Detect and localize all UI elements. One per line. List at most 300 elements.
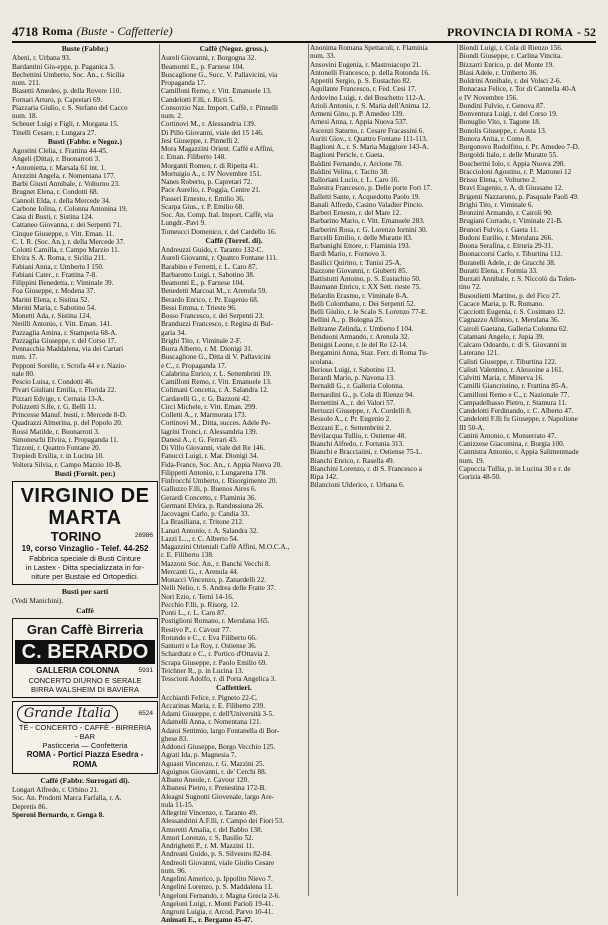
list-item: Nerilli Antonio, r. Vitt. Eman. 141.: [12, 320, 113, 329]
list-item: Trepiedi Ersilia, r. in Lucina 10.: [12, 452, 104, 461]
list-item: Calvitti Maria, r. Minerva 16.: [459, 374, 544, 382]
ad-text-line: Pasticceria — Confetteria: [42, 740, 128, 750]
list-item: ghese 83.: [161, 734, 189, 743]
header-section: Roma: [42, 24, 73, 38]
list-item: Quadrazzi Almerina, p. del Popolo 20.: [12, 419, 123, 428]
column-3: [310, 44, 456, 896]
list-item: Bertuzzi Giuseppe, r. A. Cordelli 8.: [310, 407, 412, 415]
ad-code: 5931: [138, 666, 153, 674]
ad-text-line: CONCERTO DIURNO E SERALE: [28, 675, 142, 685]
list-item: Carbone Iolina, r. Colonna Antonina 19.: [12, 204, 128, 213]
header-rule: [12, 41, 596, 43]
list-item: Schardtatz e C., r. Portico d'Ottavia 2.: [161, 650, 270, 659]
list-item: Cardarelli G., r. G. Bazzoni 42.: [161, 394, 251, 403]
list-item: Casa di Busti, r. Sistina 124.: [12, 213, 94, 221]
ad-gallery-row: [17, 666, 153, 676]
ad-logo-row: [17, 705, 153, 723]
list-item: Bianchi Alfredo, r. Fortunia 313.: [310, 440, 405, 448]
list-item: Acchiardi Felice, r. Pigneto 22-C.: [161, 693, 258, 702]
list-item: Animati E., r. Bergamo 45-47.: [161, 916, 253, 925]
column-divider: [308, 44, 309, 896]
list-item: Busoulietti Martino, p. del Fico 27.: [459, 291, 561, 300]
list-item: Cacciotti Eugenia, r. S. Cosimato 12.: [459, 308, 566, 316]
list-item: Bernaldi G., r. Galleria Colonna.: [310, 382, 404, 391]
list-item: Bondini Fulvio, r. Genova 87.: [459, 101, 546, 110]
list-item: Colotti Camilla, r. Campo Marzio 11.: [12, 246, 120, 254]
list-item: Andreuzzi Guido, r. Taranto 132-C.: [161, 246, 264, 254]
list-item: Brighi Tito, r. Viminale 2-F.: [161, 336, 242, 345]
ad-city-row: [17, 529, 153, 544]
list-item: scolana.: [310, 357, 334, 366]
list-item: Buratti Elena, r. Formia 33.: [459, 266, 538, 275]
list-item: Simoneschi Elvira, r. Propaganda 11.: [12, 435, 119, 444]
list-item: Pennacchia Maddalena, via dei Cartari: [12, 345, 124, 353]
list-item: Merini Maria, r. Sabotino 54.: [12, 303, 97, 312]
list-item: Arnesi Anna, r. Appia Nuova 537.: [310, 118, 408, 127]
list-item: Tomeucci Domenico, r. del Cardello 16.: [161, 227, 277, 236]
list-item: Nori Ezio, r. Terni 14-16.: [161, 592, 234, 601]
list-item: Monetti Ada, r. Sistina 124.: [12, 312, 92, 320]
list-item: Angeloni Luigi, r. Monti Parioli 19-41.: [161, 899, 274, 908]
list-item: Bonventura Luigi, r. del Corso 19.: [459, 110, 558, 118]
list-item: Biasetti Amedeo, p. della Rovere 110.: [12, 87, 122, 96]
list-item: Cacace Maria, p. R. Romano.: [459, 299, 545, 308]
list-item: Foa Giuseppe, r. Modena 37.: [12, 287, 96, 296]
list-item: Princesse Manuf. busti, r. Mercede 8-D.: [12, 411, 127, 419]
list-item: r. Eman. Filiberto 148.: [161, 153, 227, 162]
list-item: Battistutti Antoino, p. S. Eustachio 50.: [310, 275, 421, 283]
list-item: Canizzese Giacomina, r. Borgia 100.: [459, 440, 565, 448]
list-item: Buscaglione G., Ditta di V. Pallavicini: [161, 353, 271, 362]
list-item: Camilloni Remo e C., r. Nazionale 77.: [459, 390, 570, 399]
list-item: Bernardini G., p. Cola di Rienzo 94.: [310, 390, 415, 399]
list-item: Jacovagni Carlo, p. Candia 33.: [161, 510, 250, 518]
advertisement-grande-italia: [12, 701, 158, 774]
list-item: Boscherini Iolo, r. Appia Nuova 290.: [459, 159, 566, 168]
list-item: Calamani Angelo, r. Jupia 39.: [459, 332, 545, 341]
list-item: Baglioni Pericle, r. Gaeta.: [310, 151, 385, 160]
list-item: Circi Michele, r. Vitt. Eman. 299.: [161, 402, 258, 411]
list-item: num. 19.: [459, 456, 485, 465]
list-item: Bonuglio Vito, r. Tagone 18.: [459, 118, 541, 127]
section-title: Caffè (Torref. di).: [205, 235, 263, 245]
list-item: Monacci Vincenzo, p. Zanardelli 22.: [161, 576, 267, 584]
ad-city: TORINO: [50, 529, 102, 544]
list-item: Fornari Arturo, p. Capretari 69.: [12, 95, 103, 104]
list-item: Pizzari Edvige, r. Cernaia 13-A.: [12, 394, 105, 403]
list-item: Blasi Adele, r. Umberto 36.: [459, 68, 538, 77]
list-item: Angelini Lorenzo, p. S. Maddalena 11.: [161, 883, 273, 892]
list-item: garia 34.: [161, 328, 187, 337]
list-item: Brisso Elena, r. Volturno 2.: [459, 176, 537, 184]
list-item: Barbi Giusti Annibale, r. Volturno 23.: [12, 180, 120, 188]
list-item: Finfrocchi Umberto, r. Risorgimento 20.: [161, 477, 278, 485]
list-item: Cortinovi M., Ditta, succes. Adele Pe-: [161, 419, 271, 428]
list-item: Bianchi Enrico, r. Rasella 49.: [310, 456, 395, 465]
list-item: Agostini Clelia, r. Frattina 44-45.: [12, 147, 108, 155]
list-item: Aquilante Francesco, r. Fed. Cesi 17.: [310, 85, 417, 94]
list-item: Auriti Giov., r. Quattro Fontane 111-113.: [310, 134, 428, 143]
list-item: Lungdr.-Pavi 9.: [161, 219, 206, 228]
list-item: Scarpa Gius., r. P. Emilio 68.: [161, 202, 245, 211]
list-item: Santurri e Le Roy, r. Ostiense 36.: [161, 642, 257, 650]
list-item: num. 17.: [12, 353, 38, 362]
list-item: Longari Alfredo, r. Urbino 21.: [12, 786, 99, 794]
list-item: Branduzzi Francesco, r. Regina di Bul-: [161, 320, 273, 329]
list-item: Brunori Fulvio, r. Gaeta 11.: [459, 225, 539, 234]
list-item: (Vedi Manichini).: [12, 597, 64, 606]
list-item: Addonci Giuseppe, Borgo Vecchio 125.: [161, 743, 276, 751]
list-item: Fabiani Cater., r. Frattina 7-8.: [12, 270, 98, 279]
list-item: Fanucci Luigi, r. Mar. Dionigi 34.: [161, 452, 259, 461]
list-item: Belli Giulio, r. le Scalo S. Lorenzo 77-E.: [310, 308, 428, 316]
list-item: Ansovini Eugenia, r. Mastroiacopo 21.: [310, 60, 422, 69]
list-item: Candelotti F.lli fu Giuseppe, r. Napolione: [459, 415, 578, 424]
list-item: Voltera Silvia, r. Campo Marzio 10-B.: [12, 460, 122, 469]
list-item: Colletti A., r. Marmorata 173.: [161, 411, 247, 419]
section-title: Buste (Fabbr.): [61, 44, 109, 53]
list-item: Calabrina Enrico, r. L. Settembrini 19.: [161, 369, 272, 378]
list-item: Galluzzo F.lli, p. Buenos Aires 6.: [161, 485, 257, 494]
list-item: lagrini Tronci, r. Alessandria 139.: [161, 427, 258, 436]
list-item: Borgoldi Italo, r. delle Muratte 55.: [459, 151, 558, 160]
grande-italia-logo: Grande Italia: [17, 705, 118, 723]
list-item: Beltrame Zelinda, r. Umberto I 104.: [310, 324, 414, 333]
header-page-right: - 52: [577, 25, 596, 39]
list-item: Restivo P., r. Cavour 77.: [161, 625, 231, 634]
list-item: Adami Giuseppe, r. dell'Università 3-5.: [161, 710, 274, 718]
list-item: Barbarino Mario, r. Vitt. Emanuele 283.: [310, 217, 425, 226]
list-item: Burzati Annibale, r. S. Niccolò da Tolen-: [459, 275, 577, 283]
header-sub: (Buste - Caffetterie): [76, 24, 173, 38]
list-item: Candelotti F.lli, r. Ricti 5.: [161, 95, 235, 104]
list-item: Balletti Sante, r. Acquedotto Paolo 19.: [310, 192, 421, 201]
list-item: Balestra Francesco, p. Delle porte Fori 17.: [310, 184, 432, 193]
list-item: Bardi Mario, r. Fornovo 3.: [310, 250, 387, 259]
column-4: [459, 44, 605, 896]
list-item: Berardi Mario, p. Navona 13.: [310, 374, 395, 382]
list-item: Calisti Valentino, r. Alessoine a 161.: [459, 365, 564, 374]
page-header: [12, 24, 596, 40]
section-title: Busti (Fornit. per.): [54, 468, 116, 478]
list-item: Camilloni Remo, r. Vitt. Emanuele 13.: [161, 378, 272, 386]
list-item: Mazzoni Soc. An., r. Banchi Vecchi 8.: [161, 559, 271, 568]
list-item: • Antonietta, r. Marsala 61 int. 1.: [12, 163, 106, 172]
list-item: Polizzetti S.lle, r. G. Belli 11.: [12, 402, 97, 411]
list-item: Bonacasa Felice, r. Tor di Cannella 40-A: [459, 85, 577, 94]
list-item: Burra Alberto, r. M. Dionigi 31.: [161, 345, 253, 353]
list-item: Baglioni A., r. S. Maria Maggiore 143-A.: [310, 143, 429, 151]
list-item: Scrapa Giuseppe, r. Paolo Emilio 69.: [161, 658, 268, 667]
list-item: Lazzi L..., r. C. Alberto 54.: [161, 534, 239, 543]
list-item: Allegrini Vincenzo, r. Taranto 49.: [161, 809, 258, 817]
list-item: Bezzani E., r. Settembrini 2.: [310, 423, 392, 432]
list-item: Beamonti E., p. Farnese 104.: [161, 279, 245, 287]
list-item: III 50-A.: [459, 423, 485, 432]
list-item: Ripa 142.: [310, 473, 338, 481]
ad-text-line: TÈ - CONCERTO - CAFFÈ - BIRRERIA - BAR: [18, 722, 152, 741]
list-item: Cortinovi M., r. Alessandria 139.: [161, 120, 256, 129]
list-item: Rossi Matilde, r. Buonarroti 3.: [12, 427, 100, 436]
list-item: Benduoni Armando, r. Arenula 32.: [310, 332, 410, 341]
list-item: Angeloni Fernando, r. Magna Grecia 2-6.: [161, 891, 280, 900]
list-item: Belli Colombano, r. Dei Serpenti 52.: [310, 299, 416, 308]
ad-address: ROMA - Portici Piazza Esedra - ROMA: [26, 749, 144, 769]
ad-text-line: in Lastex - Ditta specializzata in for-: [25, 563, 145, 572]
list-item: C. I. R. (Soc. An.), r. della Mercede 37.: [12, 237, 125, 246]
list-item: Boldrini Annibale, r. dei Volsci 2-6.: [459, 77, 562, 85]
list-item: Barbarotto Luigi, r. Sabotino 38.: [161, 270, 255, 279]
list-item: Bilancioni Ulderico, r. Urbana 6.: [310, 481, 405, 490]
list-item: Barabino e Ferretti, r. L. Caro 87.: [161, 262, 258, 271]
list-item: Cinque Giuseppe, r. Vitt. Eman. 11.: [12, 229, 115, 238]
list-item: Bechettini Umberto, Soc. An., r. Sicilia: [12, 70, 125, 79]
list-item: Antonelli Francesco, p. della Rotonda 16.: [310, 68, 430, 77]
list-item: Abeni, r. Urbana 93.: [12, 54, 71, 63]
advertisement-berardo: [12, 618, 158, 698]
ad-code: 6524: [138, 709, 153, 717]
list-item: r. E. Filiberto 138.: [161, 551, 214, 560]
list-item: Berardo Enrico, r. Pr. Eugenio 68.: [161, 295, 259, 304]
list-item: Laterano 121.: [459, 349, 499, 358]
list-item: e IV Novembre 156.: [459, 93, 518, 102]
list-item: Tinelli Cesare, r. Lungara 27.: [12, 128, 97, 137]
list-item: Baumann Enrico, r. XX Sett. rieste 75.: [310, 283, 421, 292]
list-item: Berioso Luigi, r. Sabotino 13.: [310, 365, 396, 374]
list-item: Colimani Concetta, r. A. Salandra 12.: [161, 386, 269, 395]
list-item: Brighi Tito, r. Viminale 6.: [459, 200, 534, 209]
list-item: Arioli Antonio, r. S. Maria dell'Anima 12.: [310, 101, 431, 110]
header-province: PROVINCIA DI ROMA: [447, 25, 573, 39]
list-item: Bonora Anita, r. Como 8.: [459, 134, 532, 143]
list-item: Fida-France, Soc. An., r. Appia Nuova 20.: [161, 460, 282, 469]
list-item: Mora Magazzini Orient. Caffè e Affini,: [161, 145, 274, 153]
list-item: Borgonovo Rodolfino, r. Pr. Amedeo 7-D.: [459, 143, 580, 151]
column-1: [12, 44, 158, 896]
list-item: La Brasiliana, r. Tritone 212.: [161, 518, 244, 527]
list-item: Di Pillo Giovanni, viale del 15 146.: [161, 128, 264, 137]
list-item: Ponti L., r. L. Caro 87.: [161, 609, 227, 617]
list-item: Fabiani Anna, r. Umberto I 150.: [12, 262, 104, 271]
list-item: Cannistra Antonio, r. Appia Salimenmade: [459, 448, 579, 457]
list-item: Aguignos Giovanni, r. de' Cerchi 88.: [161, 767, 267, 776]
list-item: tino 72.: [459, 283, 481, 292]
list-item: Buonaccorsi Carlo, r. Tiburtina 112.: [459, 250, 563, 259]
list-item: Bianchini Lorenzo, r. di S. Francesco a: [310, 464, 422, 473]
section-title: Caffè (Negoz. gross.).: [199, 44, 269, 53]
list-item: Pivari Giuliani Emilia, r. Florida 22.: [12, 386, 117, 395]
list-item: Bizzarri Enrico, p. del Monte 19.: [459, 60, 555, 69]
list-item: num. 211.: [12, 79, 41, 87]
list-item: Cattaneo Giovanna, r. dei Serpenti 71.: [12, 221, 122, 230]
list-item: Camilloni Remo, r. Vitt. Emanuele 13.: [161, 87, 272, 96]
list-item: Alessandrini A.F.lli, r. Campo dei Fiori 53.: [161, 817, 285, 826]
list-item: Bonolis Giuseppe, r. Aosta 13.: [459, 126, 547, 135]
list-item: Di Villo Giovanni, viale del Re 146.: [161, 444, 266, 452]
list-item: Danesi A., r. G. Ferrari 43.: [161, 435, 238, 444]
list-item: Bernettini A., r. dei Valori 57.: [310, 398, 396, 407]
ad-address: 19, corso Vinzaglio - Telef. 44-252: [21, 544, 149, 553]
list-item: Nelli Nelio, r. S. Andrea delle Fratte 37.: [161, 584, 276, 593]
list-item: Pecchio F.lli, p. Risorg. 12.: [161, 600, 240, 609]
list-item: Soc. An. Comp. Ital. Import. Caffè, via: [161, 211, 274, 219]
column-2: [161, 44, 307, 925]
list-item: Cagnazzo Alfonso, r. Merulana 36.: [459, 316, 560, 325]
list-item: Capoccia Tullia, p. in Lucina 30 e r. de: [459, 464, 571, 473]
list-item: Marini Elena, r. Sistina 52.: [12, 295, 90, 304]
list-item: Calcaro Odoardo, r. di S. Giovanni in: [459, 341, 567, 349]
list-item: Buranelli Adele, r. de Gracchi 38.: [459, 258, 556, 267]
section-title: Caffè: [76, 605, 94, 615]
list-item: Aleagni Sugnotti Giovenale, largo Are-: [161, 792, 275, 801]
ad-company-name: C. BERARDO: [15, 640, 155, 664]
list-item: Basilici Quirino, r. Tunisi 25-A.: [310, 258, 402, 267]
list-item: Canini Antonio, r. Monserrato 47.: [459, 431, 557, 440]
list-item: Angelini Americo, p. Ippolito Nievo 7.: [161, 875, 273, 883]
list-item: Belardin Erasmo, r. Viminale 8-A.: [310, 291, 409, 300]
list-item: Baldini Velina, r. Tacito 38.: [310, 167, 389, 176]
list-item: Scheuer Luigi e Figli, r. Morgana 15.: [12, 120, 119, 129]
ad-text-line: niture per Bustaie ed Ortopedici.: [31, 572, 139, 581]
list-item: Pepponi Sorelle, r. Scrofa 44 e r. Nazio-: [12, 361, 127, 370]
list-item: Cannoli Elda, r. della Mercede 34.: [12, 196, 111, 205]
list-item: Anonima Romana Spettacoli, r. Flaminia: [310, 44, 428, 52]
list-item: Barberini Rosa, r. G. Lorenzo Iornini 30.: [310, 225, 428, 234]
list-item: Campadelbasso Pietro, r. Stamura 11.: [459, 398, 567, 407]
list-item: Consorzio Naz. Import. Caffè, r. Pinnelli: [161, 103, 279, 112]
list-item: Barberi Ernesto, r. del Mare 12.: [310, 209, 402, 217]
list-item: Candelotti Ferdinando, r. C. Alberto 47.: [459, 407, 574, 415]
list-item: Pazzaglia Giuseppe, r. del Corso 17.: [12, 336, 117, 345]
ad-code: 26986: [134, 532, 153, 540]
list-item: Andrighetti P., r. M. Mazzini 11.: [161, 842, 255, 850]
list-item: Angeli (Ditta), r. Buonarroti 3.: [12, 155, 101, 164]
list-item: Bosso Francesco, r. dei Serpenti 23.: [161, 312, 265, 320]
list-item: Speroni Bernardo, r. Genga 8.: [12, 810, 105, 819]
list-item: Mortuigio A., r. IV Novembre 151.: [161, 169, 262, 178]
list-item: Aureli Giovanni, r. Quattro Fontane 111.: [161, 254, 278, 263]
list-item: Teichner R., p. in Lucina 13.: [161, 666, 244, 675]
list-item: Piazzaria Giulio, r. S. Stefano del Cacco: [12, 103, 128, 112]
list-item: Beamonti E., p. Farnese 104.: [161, 62, 245, 71]
list-item: Angroni Luigia, r. Arcod. Parvo 10-41.: [161, 908, 273, 916]
section-title: Caffè (Fabbr. Surrogati di).: [40, 775, 130, 785]
list-item: Jesi Giuseppe, r. Pinnelli 2.: [161, 136, 240, 145]
list-item: Pace Aurelio, r. Poggia, Centre 21.: [161, 186, 261, 195]
list-item: Tesscioni Adolfo, r. di Porta Angelica 3.: [161, 675, 277, 683]
page-number: 4718: [12, 24, 38, 39]
list-item: Buscaglione G., Succ. V. Pallavicini, via: [161, 70, 278, 79]
list-item: Lanari Antonio, r. A. Salandra 32.: [161, 526, 259, 535]
list-item: Albanesi Pietro, r. Prenestina 172-B.: [161, 784, 267, 793]
list-item: Calisti Giuseppe, r. Tiburtina 122.: [459, 357, 557, 366]
list-item: Brugiani Corrado, r. Viminale 21-B.: [459, 217, 563, 226]
list-item: Balloriani Lucio, r. L. Caro 16.: [310, 176, 400, 184]
ad-gallery: GALLERIA COLONNA: [36, 665, 120, 675]
list-item: nula 11-15.: [161, 800, 194, 809]
list-item: Barcelli Emilio, r. delle Muratte 83.: [310, 233, 413, 242]
list-item: num. 33.: [310, 52, 336, 61]
list-item: Tizzoni, r. Quattro Fontane 20.: [12, 444, 101, 452]
list-item: Adatoi Settimio, largo Fontanella di Bor-: [161, 726, 280, 735]
list-item: Adamelli Anna, r. Nomentana 121.: [161, 718, 262, 727]
ad-text-line: BIRRA WALSHEIM DI BAVIERA: [31, 684, 139, 694]
list-item: Pescio Luisa, r. Condotti 46.: [12, 378, 94, 386]
list-item: Banali Alfredo, Casino Valadier Pincio.: [310, 200, 424, 209]
list-item: e C., r. Propaganda 17.: [161, 361, 227, 370]
list-item: Barbanighi Ettore, r. Flaminia 193.: [310, 242, 411, 250]
list-item: Rotundo e C., r. Eva Filiberto 66.: [161, 633, 257, 642]
list-item: Bergamini Anna, Staz. Ferr. di Roma Tu-: [310, 349, 429, 358]
list-item: Biondi Luigi, r. Cola di Rienzo 156.: [459, 44, 563, 52]
list-item: Aureli Giovanni, r. Borgogna 32.: [161, 54, 257, 63]
list-item: num. 2.: [161, 112, 183, 120]
section-title: Busti (Fabbr. e Negoz.): [47, 136, 123, 146]
list-item: Arezzini Angela, r. Nomentana 177.: [12, 171, 116, 180]
ad-company-name: VIRGINIO DE MARTA: [20, 485, 150, 529]
list-item: Appetiti Sergio, p. S. Eustachio 82.: [310, 77, 412, 85]
ad-text-line: Fabbrica speciale di Busti Cinture: [29, 554, 141, 563]
list-item: Ardovino Luigi, r. del Boschetto 112-A.: [310, 93, 426, 102]
list-item: Passeri Ernesto, r. Emilio 36.: [161, 194, 245, 203]
list-item: Braccioloni Agostino, r. P. Mattonei 12: [459, 167, 572, 176]
list-item: Amori Lorenzo, r. S. Basilio 52.: [161, 833, 254, 842]
list-item: Andreani Guido, p. S. Silvestro 82-84.: [161, 850, 272, 859]
list-item: Ascenzi Saturno, r. Cesare Fracassini 6.: [310, 126, 425, 135]
list-item: Camilli Giancristino, r. Frattina 85-A.: [459, 382, 568, 391]
section-title: Caffettieri.: [216, 683, 252, 693]
list-item: Mercanti G., r. Arenula 44.: [161, 567, 239, 576]
list-item: Postiglioni Romano, r. Merulana 165.: [161, 617, 270, 626]
list-item: Magazzini Orientali Caffè Affini, M.O.C.A.,: [161, 543, 290, 551]
ad-headline: Gran Caffè Birreria: [26, 621, 144, 637]
list-item: Bessolo A., r. Pr. Eugenio 2.: [310, 415, 392, 424]
list-item: Germani Elvira, p. Randussiuna 26.: [161, 501, 264, 510]
list-item: nale 80.: [12, 369, 35, 378]
list-item: Morganti Romeo, r. di Ripetta 41.: [161, 161, 259, 170]
list-item: Andreoli Giovanni, viale Giulio Cesare: [161, 858, 275, 867]
column-divider: [457, 44, 458, 896]
list-item: Budoni Eurilio, r. Merulana 266.: [459, 233, 554, 242]
list-item: Accarinas Maria, r. E. Filiberto 239.: [161, 701, 265, 710]
list-item: Bardantini Giu-eppe, p. Paganica 3.: [12, 62, 115, 71]
list-item: Bessi Emma, r. Trieste 96.: [161, 303, 237, 312]
list-item: Agrati Ida, p. Magnesia 7.: [161, 751, 237, 760]
list-item: Amoretti Amalia, r. del Babbo 138.: [161, 825, 263, 834]
list-item: Propaganda 17.: [161, 79, 206, 87]
list-item: Elvira S. A. Roma, r. Sicilia 211.: [12, 254, 107, 263]
list-item: Gorizia 48-50.: [459, 473, 501, 481]
list-item: Armeni Gino, p. P. Amedeo 139.: [310, 110, 405, 118]
list-item: Bellini A., p. Bologna 25.: [310, 316, 384, 325]
list-item: Nanes Roberto, p. Capretari 72.: [161, 178, 253, 186]
list-item: Benigni Leone, r. le del Re 12-14.: [310, 341, 408, 349]
list-item: num. 96.: [161, 866, 187, 875]
list-item: Soc. An. Prodotti Marca Farfalla, r. A.: [12, 794, 122, 803]
list-item: Brugnet Elena, r. Condotti 68.: [12, 188, 99, 197]
section-title: Busti per sarti: [61, 587, 109, 596]
list-item: Bianchi e Bracciaiini, r. Ostiense 75-L.: [310, 448, 423, 457]
list-item: Bazzone Giovanni, r. Giuberti 85.: [310, 266, 408, 275]
list-item: Biondi Giuseppe, r. Carlina Vincita.: [459, 52, 563, 61]
list-item: Brigenti Nazzareno, p. Pasquale Paoli 49.: [459, 192, 579, 201]
column-divider: [159, 44, 160, 896]
list-item: Gerardi Concetto, r. Flaminia 36.: [161, 493, 257, 502]
list-item: num. 18.: [12, 112, 38, 120]
list-item: Bevilacqua Tullio, r. Ostiense 48.: [310, 431, 407, 440]
list-item: Filippetti Antonio, r. Lungaretta 178.: [161, 468, 268, 477]
list-item: Benedetti Marcoai M., r. Arenula 59.: [161, 287, 267, 296]
